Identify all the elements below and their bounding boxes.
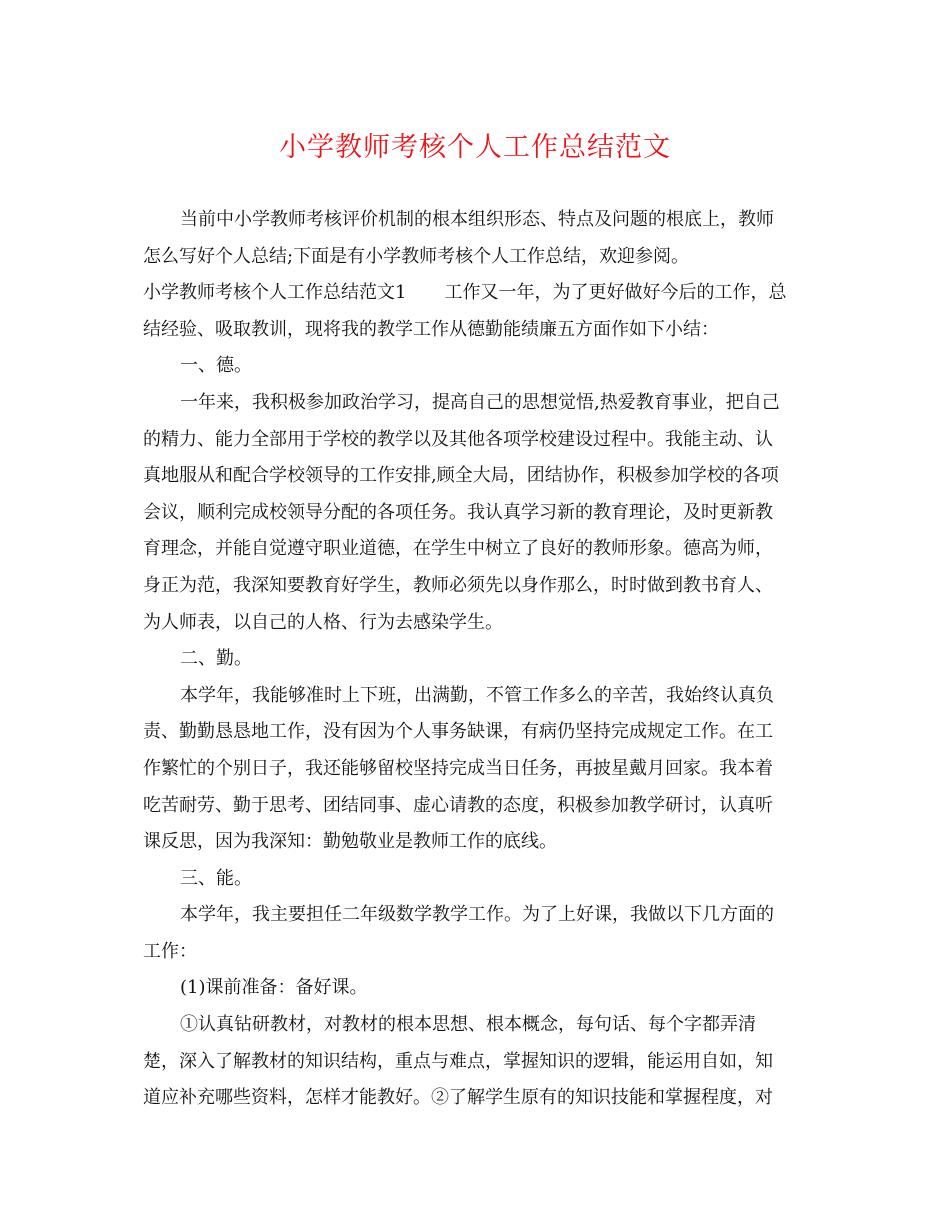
paragraph-line: 育理念，并能自觉遵守职业道德，在学生中树立了良好的教师形象。德高为师，	[143, 538, 773, 560]
document-title: 小学教师考核个人工作总结范文	[279, 132, 671, 163]
paragraph-line: 真地服从和配合学校领导的工作安排,顾全大局，团结协作，积极参加学校的各项	[143, 465, 779, 487]
subheading-neng: 三、能。	[180, 867, 252, 889]
section-heading-line	[143, 275, 813, 312]
paragraph-line: 责、勤勤恳恳地工作，没有因为个人事务缺课，有病仍坚持完成规定工作。在工	[143, 721, 773, 743]
subheading-qin: 二、勤。	[180, 648, 252, 670]
paragraph-line: 怎么写好个人总结;下面是有小学教师考核个人工作总结，欢迎参阅。	[143, 245, 690, 267]
paragraph-line: 结经验、吸取教训，现将我的教学工作从德勤能绩廉五方面作如下小结：	[143, 318, 719, 340]
list-heading: (1)课前准备：备好课。	[180, 977, 368, 999]
paragraph-line: 课反思，因为我深知：勤勉敬业是教师工作的底线。	[143, 831, 557, 853]
paragraph-line: 的精力、能力全部用于学校的教学以及其他各项学校建设过程中。我能主动、认	[143, 428, 773, 450]
section-heading: 小学教师考核个人工作总结范文1	[143, 282, 407, 304]
paragraph-line: 为人师表，以自己的人格、行为去感染学生。	[143, 611, 503, 633]
paragraph-line: 本学年，我主要担任二年级数学教学工作。为了上好课，我做以下几方面的	[180, 904, 774, 926]
paragraph-line: 一年来，我积极参加政治学习，提高自己的思想觉悟,热爱教育事业，把自己	[180, 391, 780, 413]
paragraph-line: 工作：	[143, 940, 197, 962]
spacer	[406, 275, 444, 312]
paragraph-line: 楚，深入了解教材的知识结构，重点与难点，掌握知识的逻辑，能运用自如，知	[143, 1050, 773, 1072]
document-body	[143, 202, 813, 1117]
paragraph-line: 身正为范，我深知要教育好学生，教师必须先以身作那么，时时做到教书育人、	[143, 574, 773, 596]
paragraph-line: 会议，顺利完成校领导分配的各项任务。我认真学习新的教育理论，及时更新教	[143, 501, 773, 523]
paragraph-line: 作繁忙的个别日子，我还能够留校坚持完成当日任务，再披星戴月回家。我本着	[143, 757, 773, 779]
subheading-de: 一、德。	[180, 355, 252, 377]
paragraph-line: 当前中小学教师考核评价机制的根本组织形态、特点及问题的根底上，教师	[180, 209, 774, 230]
paragraph-line: 本学年，我能够准时上下班，出满勤，不管工作多么的辛苦，我始终认真负	[180, 684, 774, 706]
paragraph-line: 吃苦耐劳、勤于思考、团结同事、虚心请教的态度，积极参加教学研讨，认真听	[143, 794, 773, 816]
paragraph-line: 道应补充哪些资料，怎样才能教好。②了解学生原有的知识技能和掌握程度，对	[143, 1087, 773, 1109]
paragraph-line: ①认真钻研教材，对教材的根本思想、根本概念，每句话、每个字都弄清	[180, 1014, 756, 1036]
paragraph-text: 工作又一年，为了更好做好今后的工作，总	[444, 282, 787, 304]
